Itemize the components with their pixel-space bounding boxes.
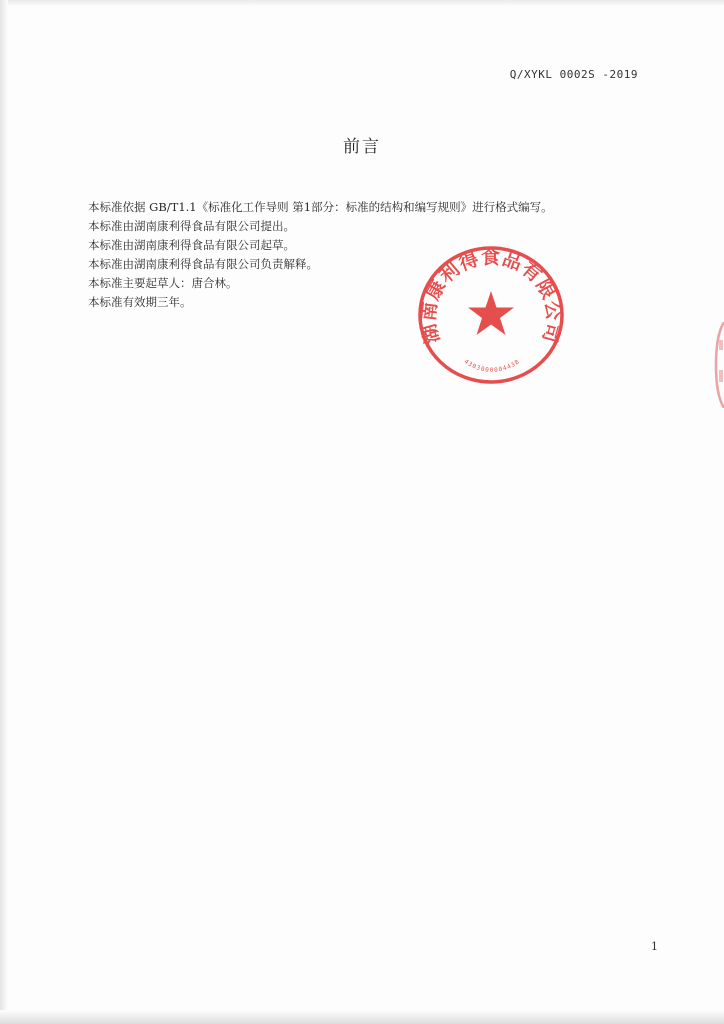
foreword-line: 本标准由湖南康利得食品有限公司提出。: [88, 219, 295, 233]
foreword-line: 本标准主要起草人：唐合林。: [88, 276, 238, 290]
scan-edge-top: [0, 0, 724, 6]
scan-edge-bottom: [0, 1010, 724, 1024]
page-title: 前言: [343, 137, 381, 157]
seal-serial: 4303000004438: [462, 358, 522, 374]
foreword-line: 本标准由湖南康利得食品有限公司负责解释。: [88, 257, 318, 271]
company-seal: [416, 244, 566, 386]
foreword-line: 本标准由湖南康利得食品有限公司起草。: [88, 238, 295, 252]
seal-text: 湖南康利得食品有限公司: [417, 246, 565, 346]
edge-seal-fragment: [712, 322, 724, 408]
foreword-line: 本标准依据 GB/T1.1《标准化工作导则 第1部分：标准的结构和编写规则》进行格式编写。: [88, 200, 553, 214]
foreword-line: 本标准有效期三年。: [88, 295, 192, 309]
document-code: Q/XYKL 0002S -2019: [509, 68, 638, 81]
star-icon: [468, 291, 514, 335]
svg-text:4303000004438: [463, 358, 522, 374]
page-number: 1: [651, 940, 658, 953]
